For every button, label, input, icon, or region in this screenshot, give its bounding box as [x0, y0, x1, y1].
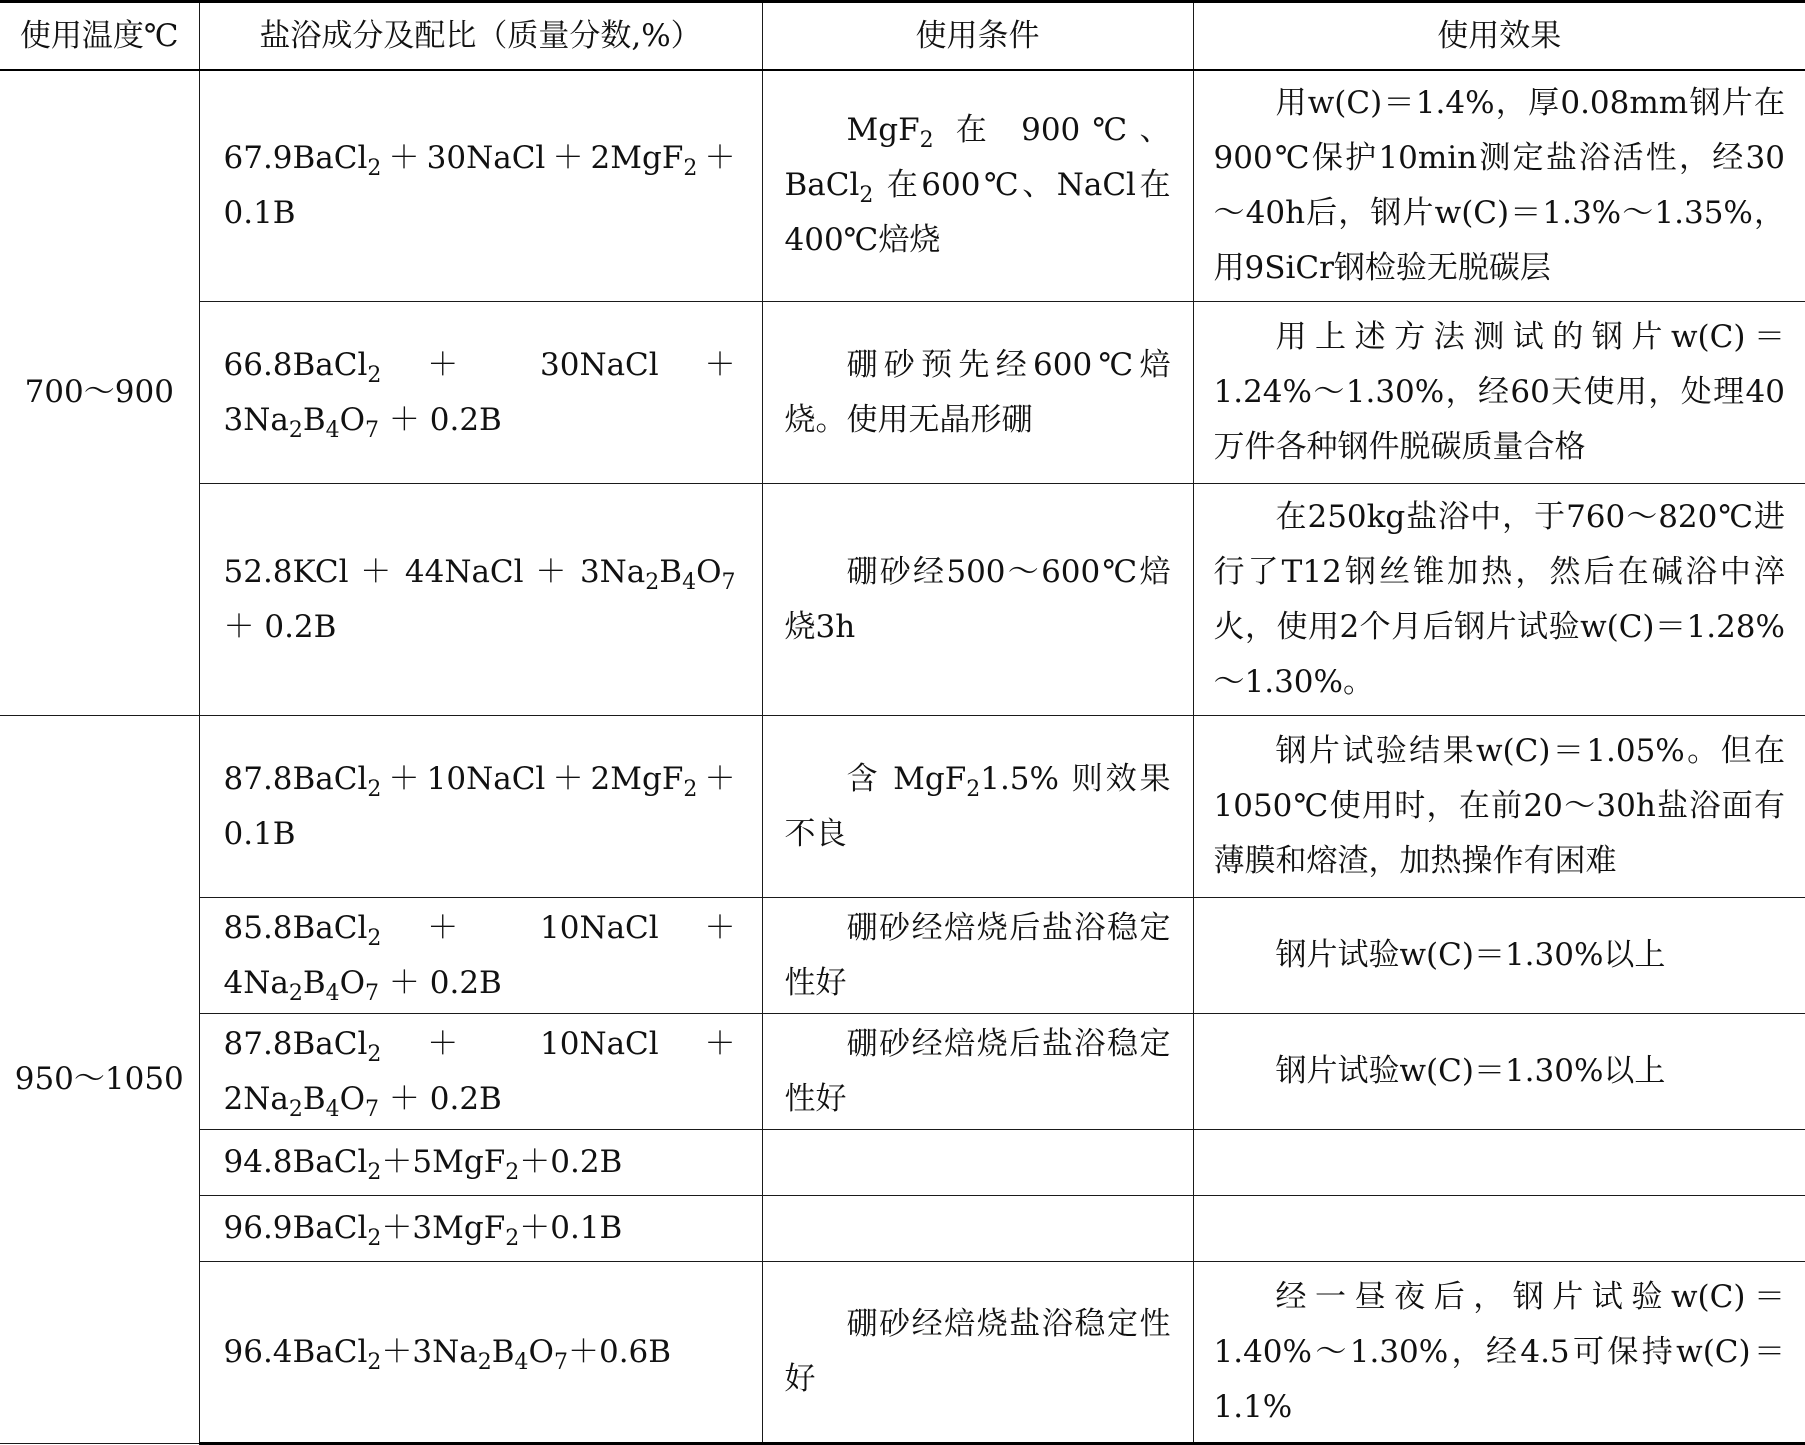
composition-cell	[199, 70, 762, 302]
condition-cell	[762, 302, 1193, 484]
effect-cell	[1193, 1130, 1805, 1196]
table-row	[0, 1262, 1805, 1444]
composition-cell	[199, 898, 762, 1014]
condition-subscript: 2	[966, 776, 981, 802]
condition-subscript: 2	[859, 183, 874, 209]
formula-subscript: 2	[367, 925, 382, 951]
effect-cell: 钢片试验w(C)＝1.30%以上	[1193, 1014, 1805, 1130]
formula-subscript: 4	[325, 1096, 340, 1122]
formula-text: 94.8BaCl	[223, 1144, 368, 1180]
formula-subscript: 2	[288, 1096, 303, 1122]
condition-cell	[762, 484, 1193, 716]
formula-text: ＋0.6B	[567, 1333, 672, 1370]
formula-subscript: 2	[288, 980, 303, 1006]
formula-text: 67.9BaCl	[223, 139, 368, 176]
condition-text: MgF	[846, 112, 920, 149]
header-effect: 使用效果	[1193, 2, 1805, 70]
effect-cell: 经一昼夜后，钢片试验w(C)＝1.40%～1.30%，经4.5可保持w(C)＝1.1%	[1193, 1262, 1805, 1444]
formula-subscript: 4	[325, 980, 340, 1006]
formula-subscript: 2	[367, 1349, 382, 1375]
composition-cell	[199, 1196, 762, 1262]
effect-cell: 钢片试验结果w(C)＝1.05%。但在1050℃使用时，在前20～30h盐浴面有薄膜和熔渣，加热操作有困难	[1193, 716, 1805, 898]
formula-text: O	[339, 964, 366, 1001]
effect-cell: 用w(C)＝1.4%，厚0.08mm钢片在900℃保护10min测定盐浴活性，经30～40h后，钢片w(C)＝1.3%～1.35%，用9SiCr钢检验无脱碳层	[1193, 70, 1805, 302]
condition-cell	[762, 1130, 1193, 1196]
formula-text: B	[302, 1080, 326, 1117]
formula-subscript: 2	[505, 1226, 520, 1251]
effect-cell: 用上述方法测试的钢片w(C)＝1.24%～1.30%，经60天使用，处理40万件各种钢件脱碳质量合格	[1193, 302, 1805, 484]
formula-subscript: 7	[365, 417, 380, 443]
formula-text: ＋0.2B	[519, 1144, 623, 1180]
formula-subscript: 2	[288, 417, 303, 443]
formula-text: ＋ 0.2B	[223, 608, 337, 645]
formula-text: ＋ 10NaCl ＋ 4Na	[223, 909, 736, 1001]
formula-text: ＋0.1B	[223, 139, 736, 231]
formula-text: 85.8BaCl	[223, 909, 368, 946]
formula-subscript: 2	[477, 1349, 492, 1375]
effect-cell: 在250kg盐浴中，于760～820℃进行了T12钢丝锥加热，然后在碱浴中淬火，使用2个月后钢片试验w(C)＝1.28%～1.30%。	[1193, 484, 1805, 716]
condition-text: 硼砂经500～600℃焙烧3h	[784, 553, 1171, 645]
formula-text: B	[302, 401, 326, 438]
formula-text: 52.8KCl ＋ 44NaCl ＋ 3Na	[223, 553, 646, 590]
table-row	[0, 1196, 1805, 1262]
condition-cell	[762, 1014, 1193, 1130]
table-row	[0, 898, 1805, 1014]
formula-text: B	[659, 553, 683, 590]
effect-cell	[1193, 1196, 1805, 1262]
formula-subscript: 2	[645, 569, 660, 595]
formula-text: ＋30NaCl＋2MgF	[381, 139, 684, 176]
formula-subscript: 7	[365, 1096, 380, 1122]
formula-text: ＋10NaCl＋2MgF	[381, 760, 684, 797]
header-temperature: 使用温度℃	[0, 2, 199, 70]
formula-text: O	[696, 553, 722, 590]
condition-text: 1.5% 则效果不良	[784, 760, 1171, 852]
formula-text: B	[491, 1333, 515, 1370]
header-condition: 使用条件	[762, 2, 1193, 70]
formula-subscript: 2	[367, 1160, 382, 1185]
formula-subscript: 4	[325, 417, 340, 443]
condition-text: 在 900℃、BaCl	[784, 112, 1171, 204]
table-row	[0, 1130, 1805, 1196]
formula-subscript: 7	[365, 980, 380, 1006]
table-row	[0, 302, 1805, 484]
condition-text: 在600℃、NaCl在400℃焙烧	[784, 167, 1171, 259]
condition-cell	[762, 1196, 1193, 1262]
table-row	[0, 1014, 1805, 1130]
formula-text: ＋ 0.2B	[379, 401, 502, 438]
formula-text: ＋ 0.2B	[379, 964, 502, 1001]
temperature-cell: 950～1050	[0, 716, 199, 1444]
composition-cell	[199, 484, 762, 716]
formula-subscript: 2	[367, 1226, 382, 1251]
formula-text: ＋5MgF	[381, 1144, 506, 1180]
temperature-cell: 700～900	[0, 70, 199, 716]
formula-text: ＋0.1B	[223, 760, 736, 852]
composition-cell	[199, 1130, 762, 1196]
header-composition: 盐浴成分及配比（质量分数,%）	[199, 2, 762, 70]
formula-text: ＋ 0.2B	[379, 1080, 502, 1117]
composition-cell	[199, 1014, 762, 1130]
table-row	[0, 716, 1805, 898]
condition-text: 含 MgF	[846, 760, 967, 797]
formula-subscript: 7	[721, 569, 736, 595]
formula-text: 66.8BaCl	[223, 346, 368, 383]
formula-text: 96.9BaCl	[223, 1210, 368, 1246]
condition-cell	[762, 898, 1193, 1014]
formula-text: 96.4BaCl	[223, 1333, 368, 1370]
formula-subscript: 4	[514, 1349, 529, 1375]
condition-cell	[762, 70, 1193, 302]
composition-cell	[199, 302, 762, 484]
formula-subscript: 2	[367, 776, 382, 802]
formula-text: ＋3MgF	[381, 1210, 506, 1246]
condition-subscript: 2	[919, 128, 934, 154]
composition-cell	[199, 1262, 762, 1444]
formula-subscript: 2	[683, 155, 698, 181]
formula-text: O	[339, 401, 366, 438]
condition-text: 硼砂预先经600℃焙烧。使用无晶形硼	[784, 346, 1171, 438]
effect-cell: 钢片试验w(C)＝1.30%以上	[1193, 898, 1805, 1014]
formula-text: O	[528, 1333, 554, 1370]
formula-text: ＋0.1B	[519, 1210, 623, 1246]
header-row	[0, 2, 1805, 70]
condition-text: 硼砂经焙烧盐浴稳定性好	[784, 1306, 1171, 1397]
formula-subscript: 2	[505, 1160, 520, 1185]
composition-cell	[199, 716, 762, 898]
formula-text: 87.8BaCl	[223, 1025, 368, 1062]
condition-text: 硼砂经焙烧后盐浴稳定性好	[784, 1025, 1171, 1117]
formula-text: 87.8BaCl	[223, 760, 368, 797]
formula-subscript: 2	[683, 776, 698, 802]
formula-subscript: 2	[367, 362, 382, 388]
condition-cell	[762, 716, 1193, 898]
table-row	[0, 70, 1805, 302]
formula-text: O	[339, 1080, 366, 1117]
table-row	[0, 484, 1805, 716]
formula-subscript: 7	[553, 1349, 568, 1375]
formula-text: ＋ 10NaCl ＋ 2Na	[223, 1025, 736, 1117]
formula-subscript: 2	[367, 155, 382, 181]
formula-text: ＋3Na	[381, 1333, 478, 1370]
formula-subscript: 2	[367, 1041, 382, 1067]
formula-text: B	[302, 964, 326, 1001]
condition-text: 硼砂经焙烧后盐浴稳定性好	[784, 909, 1171, 1001]
condition-cell	[762, 1262, 1193, 1444]
formula-subscript: 4	[682, 569, 697, 595]
formula-text: ＋ 30NaCl ＋ 3Na	[223, 346, 736, 438]
